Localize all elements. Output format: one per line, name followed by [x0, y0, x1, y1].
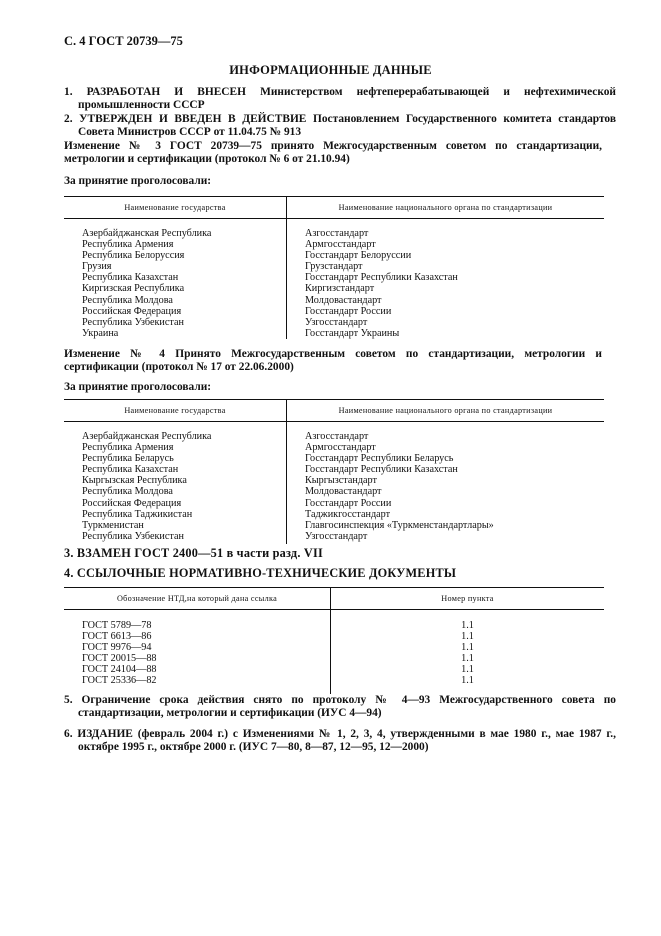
clause-number: 1.1 [461, 620, 474, 631]
voting-table-1 [64, 196, 604, 339]
state-name: Российская Федерация [82, 497, 182, 509]
table3-docs [64, 610, 330, 687]
standards-body-name: Молдовастандарт [305, 486, 382, 498]
standards-body-name: Армгосстандарт [305, 239, 376, 251]
table1-header-state: Наименование государства [64, 197, 287, 219]
state-name: Республика Армения [82, 442, 174, 454]
standards-body-name: Узгосстандарт [305, 316, 368, 328]
state-name: Республика Молдова [82, 294, 173, 306]
item-1: 1. РАЗРАБОТАН И ВНЕСЕН Министерством нефтеперерабатывающей и нефтехимической промышленности СССР [64, 86, 616, 111]
state-name: Республика Узбекистан [82, 530, 184, 542]
standards-body-name: Киргизстандарт [305, 283, 375, 295]
state-name: Азербайджанская Республика [82, 228, 212, 239]
state-name: Украина [82, 327, 119, 339]
reference-doc: ГОСТ 24104—88 [82, 664, 157, 676]
standards-body-name: Госстандарт Украины [305, 327, 400, 339]
standards-body-name: Госстандарт Белоруссии [305, 250, 412, 262]
reference-doc: ГОСТ 20015—88 [82, 653, 157, 665]
table1-states [64, 219, 286, 339]
page-header: С. 4 ГОСТ 20739—75 [64, 34, 183, 48]
table1-bodies [287, 219, 604, 339]
table2-header-state: Наименование государства [64, 400, 287, 422]
table2-states [64, 422, 286, 542]
item-4: 4. ССЫЛОЧНЫЕ НОРМАТИВНО-ТЕХНИЧЕСКИЕ ДОКУМЕНТЫ [64, 566, 457, 580]
clause-number: 1.1 [461, 631, 474, 643]
state-name: Грузия [82, 261, 112, 273]
standards-body-name: Кыргызстандарт [305, 475, 377, 487]
state-name: Азербайджанская Республика [82, 431, 212, 442]
state-name: Туркменистан [82, 519, 144, 531]
state-name: Республика Белоруссия [82, 250, 185, 262]
state-name: Республика Казахстан [82, 464, 179, 476]
standards-body-name: Азгосстандарт [305, 228, 369, 239]
standards-body-name: Таджикгосстандарт [305, 508, 391, 520]
state-name: Кыргызская Республика [82, 475, 187, 487]
state-name: Российская Федерация [82, 305, 182, 317]
state-name: Республика Казахстан [82, 272, 179, 284]
clause-number: 1.1 [461, 664, 474, 676]
standards-body-name: Узгосстандарт [305, 530, 368, 542]
table1-header-body: Наименование национального органа по стандартизации [287, 197, 605, 219]
clause-number: 1.1 [461, 675, 474, 687]
change-4: Изменение № 4 Принято Межгосударственным советом по стандартизации, метрологии и сертификации (протокол № 17 от 22.06.2000) [64, 348, 602, 373]
table3-header-point: Номер пункта [331, 588, 605, 610]
table3-points [331, 610, 604, 687]
clause-number: 1.1 [461, 642, 474, 654]
standards-body-name: Госстандарт Республики Беларусь [305, 453, 454, 465]
state-name: Республика Армения [82, 239, 174, 251]
standards-body-name: Госстандарт Республики Казахстан [305, 464, 458, 476]
table2-header-body: Наименование национального органа по стандартизации [287, 400, 605, 422]
item-3: 3. ВЗАМЕН ГОСТ 2400—51 в части разд. VII [64, 546, 323, 560]
reference-doc: ГОСТ 25336—82 [82, 675, 157, 687]
item-5: 5. Ограничение срока действия снято по протоколу № 4—93 Межгосударственного совета по стандартизации, метрологии и сертификации (ИУС 4—94) [64, 694, 616, 719]
standards-body-name: Армгосстандарт [305, 442, 376, 454]
state-name: Киргизская Республика [82, 283, 185, 295]
item-6: 6. ИЗДАНИЕ (февраль 2004 г.) с Изменениями № 1, 2, 3, 4, утвержденными в мае 1980 г., мае 1987 г., октябре 1995 г., октябре 2000 г. (ИУС 7—80, 8—87, 12—95, 12—2000) [64, 728, 616, 753]
reference-doc: ГОСТ 6613—86 [82, 631, 152, 643]
state-name: Республика Молдова [82, 486, 173, 498]
voted-heading-1: За принятие проголосовали: [64, 175, 212, 187]
change-3: Изменение № 3 ГОСТ 20739—75 принято Межгосударственным советом по стандартизации, метрологии и сертификации (протокол № 6 от 21.10.94) [64, 140, 602, 165]
reference-table [64, 587, 604, 694]
standards-body-name: Азгосстандарт [305, 431, 369, 442]
reference-doc: ГОСТ 5789—78 [82, 620, 152, 631]
document-title: ИНФОРМАЦИОННЫЕ ДАННЫЕ [229, 63, 432, 77]
voted-heading-2: За принятие проголосовали: [64, 381, 212, 393]
standards-body-name: Госстандарт России [305, 305, 392, 317]
table2-bodies [287, 422, 604, 542]
standards-body-name: Молдовастандарт [305, 294, 382, 306]
voting-table-2 [64, 399, 604, 544]
state-name: Республика Беларусь [82, 453, 174, 465]
reference-doc: ГОСТ 9976—94 [82, 642, 152, 654]
state-name: Республика Таджикистан [82, 508, 193, 520]
standards-body-name: Грузстандарт [305, 261, 363, 273]
standards-body-name: Госстандарт России [305, 497, 392, 509]
clause-number: 1.1 [461, 653, 474, 665]
standards-body-name: Госстандарт Республики Казахстан [305, 272, 458, 284]
standards-body-name: Главгосинспекция «Туркменстандартлары» [305, 519, 494, 531]
state-name: Республика Узбекистан [82, 316, 184, 328]
table3-header-doc: Обозначение НТД,на который дана ссылка [64, 588, 331, 610]
item-2: 2. УТВЕРЖДЕН И ВВЕДЕН В ДЕЙСТВИЕ Постановлением Государственного комитета стандартов Совета Министров СССР от 11.04.75 № 913 [64, 113, 616, 138]
